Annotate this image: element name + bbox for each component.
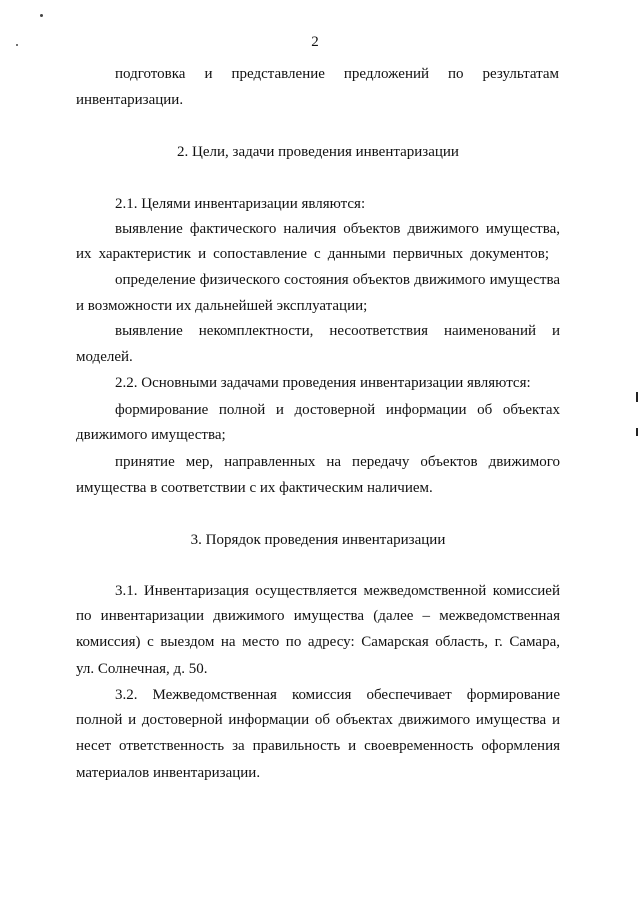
scan-edge-mark [636, 392, 638, 402]
paragraph-line: инвентаризации. [76, 92, 184, 108]
scan-edge-mark [636, 428, 638, 436]
paragraph-line: принятие мер, направленных на передачу объектов движимого [115, 454, 560, 470]
paragraph-line: полной и достоверной информации об объектах движимого имущества и [76, 712, 560, 728]
paragraph-line: подготовка и представление предложений по результатам [115, 66, 559, 82]
paragraph-line: 3.1. Инвентаризация осуществляется межведомственной комиссией [115, 583, 560, 599]
paragraph-line: ул. Солнечная, д. 50. [76, 661, 208, 677]
paragraph-line: моделей. [76, 349, 133, 365]
page-number: 2 [311, 34, 319, 50]
paragraph-line: и возможности их дальнейшей эксплуатации; [76, 298, 368, 314]
scan-speck [16, 44, 18, 46]
paragraph-line: материалов инвентаризации. [76, 765, 261, 781]
paragraph-line: имущества в соответствии с их фактическим наличием. [76, 480, 433, 496]
paragraph-line: движимого имущества; [76, 427, 226, 443]
paragraph-line: их характеристик и сопоставление с данными первичных документов; [76, 246, 549, 262]
paragraph-line: выявление фактического наличия объектов движимого имущества, [115, 221, 560, 237]
paragraph-line: по инвентаризации движимого имущества (далее – межведомственная [76, 608, 560, 624]
scan-speck [40, 14, 43, 17]
paragraph-line: формирование полной и достоверной информации об объектах [115, 402, 560, 418]
paragraph-line: комиссия) с выездом на место по адресу: Самарская область, г. Самара, [76, 634, 560, 650]
paragraph-line: определение физического состояния объектов движимого имущества [115, 272, 560, 288]
paragraph-line: выявление некомплектности, несоответствия наименований и [115, 323, 560, 339]
section-heading: 3. Порядок проведения инвентаризации [190, 532, 446, 548]
section-heading: 2. Цели, задачи проведения инвентаризации [177, 144, 459, 160]
paragraph-line: 3.2. Межведомственная комиссия обеспечивает формирование [115, 687, 560, 703]
paragraph-line: 2.2. Основными задачами проведения инвентаризации являются: [115, 375, 531, 391]
paragraph-line: 2.1. Целями инвентаризации являются: [115, 196, 366, 212]
paragraph-line: несет ответственность за правильность и своевременность оформления [76, 738, 560, 754]
